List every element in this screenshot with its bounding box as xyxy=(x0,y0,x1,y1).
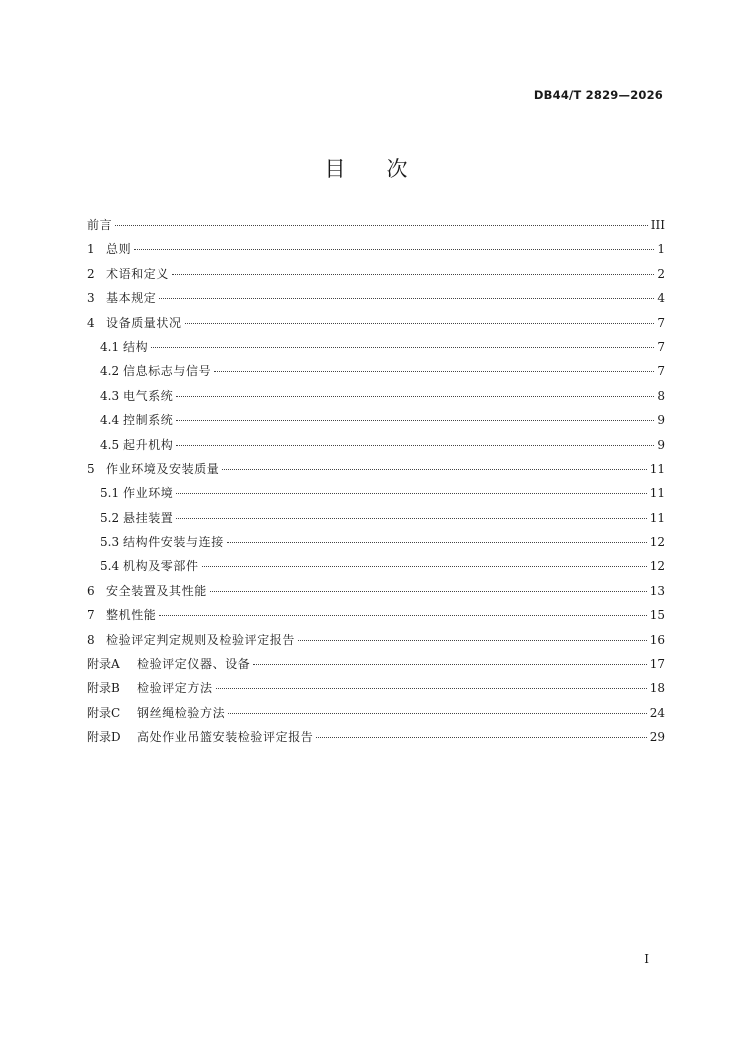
toc-entry-title: 信息标志与信号 xyxy=(123,364,212,379)
toc-entry-page: 8 xyxy=(657,388,665,403)
toc-entry-page: 11 xyxy=(649,486,665,501)
toc-entry-number: 4.1 xyxy=(100,339,120,354)
toc-entry-title: 钢丝绳检验方法 xyxy=(137,705,226,720)
toc-entry-preface[interactable] xyxy=(87,216,665,240)
toc-entry-1[interactable] xyxy=(87,240,665,264)
toc-entry-page: 24 xyxy=(649,705,665,720)
toc-leader-dots xyxy=(216,688,647,689)
toc-entry-page: 2 xyxy=(657,266,665,281)
toc-entry-number: 4.3 xyxy=(100,388,120,403)
toc-entry-title: 设备质量状况 xyxy=(106,315,182,330)
toc-entry-number: 5.4 xyxy=(100,559,120,574)
toc-entry-number: 5.2 xyxy=(100,510,120,525)
toc-leader-dots xyxy=(134,249,654,250)
toc-entry-appendix-a[interactable] xyxy=(87,655,665,679)
toc-entry-title: 检验评定仪器、设备 xyxy=(137,657,251,672)
toc-leader-dots xyxy=(222,469,646,470)
toc-leader-dots xyxy=(159,298,654,299)
toc-entry-4-3[interactable] xyxy=(87,387,665,411)
toc-entry-appendix-b[interactable] xyxy=(87,679,665,703)
toc-entry-5-4[interactable] xyxy=(87,557,665,581)
toc-entry-title: 前言 xyxy=(87,218,113,232)
toc-entry-4-2[interactable] xyxy=(87,362,665,386)
toc-leader-dots xyxy=(228,713,647,714)
toc-entry-page: 7 xyxy=(657,364,665,379)
toc-entry-title: 总则 xyxy=(106,242,132,257)
toc-entry-4[interactable] xyxy=(87,314,665,338)
toc-leader-dots xyxy=(298,640,647,641)
toc-entry-title: 电气系统 xyxy=(123,388,174,403)
toc-entry-title: 机构及零部件 xyxy=(123,559,199,574)
toc-entry-page: 29 xyxy=(649,730,665,745)
toc-entry-title: 起升机构 xyxy=(123,437,174,452)
toc-entry-title: 高处作业吊篮安装检验评定报告 xyxy=(137,730,314,745)
toc-entry-number: 附录D xyxy=(87,730,121,745)
toc-entry-page: 7 xyxy=(657,315,665,330)
toc-entry-5-3[interactable] xyxy=(87,533,665,557)
toc-entry-appendix-c[interactable] xyxy=(87,704,665,728)
toc-entry-title: 作业环境 xyxy=(123,486,174,501)
toc-entry-number: 3 xyxy=(87,291,95,306)
toc-entry-title: 检验评定方法 xyxy=(137,681,213,696)
toc-entry-number: 4.5 xyxy=(100,437,120,452)
toc-leader-dots xyxy=(227,542,647,543)
table-of-contents xyxy=(87,216,665,753)
toc-entry-page: 9 xyxy=(657,413,665,428)
toc-entry-number: 1 xyxy=(87,242,95,257)
toc-leader-dots xyxy=(210,591,647,592)
toc-entry-page: 12 xyxy=(649,535,665,550)
toc-entry-page: 11 xyxy=(649,510,665,525)
toc-entry-number: 附录C xyxy=(87,705,121,720)
toc-leader-dots xyxy=(214,371,654,372)
toc-entry-4-4[interactable] xyxy=(87,411,665,435)
toc-leader-dots xyxy=(202,566,647,567)
page-title xyxy=(0,153,733,183)
toc-entry-title: 结构 xyxy=(123,339,149,354)
toc-entry-page: 15 xyxy=(649,608,665,623)
toc-entry-3[interactable] xyxy=(87,289,665,313)
toc-entry-number: 5.3 xyxy=(100,535,120,550)
toc-entry-5-1[interactable] xyxy=(87,484,665,508)
toc-entry-title: 结构件安装与连接 xyxy=(123,535,224,550)
toc-entry-6[interactable] xyxy=(87,582,665,606)
toc-entry-number: 4.2 xyxy=(100,364,120,379)
toc-entry-title: 检验评定判定规则及检验评定报告 xyxy=(106,632,296,647)
toc-entry-title: 基本规定 xyxy=(106,291,157,306)
toc-entry-number: 2 xyxy=(87,266,95,281)
toc-entry-5[interactable] xyxy=(87,460,665,484)
toc-leader-dots xyxy=(159,615,646,616)
document-code: DB44/T 2829—2026 xyxy=(533,88,663,102)
toc-entry-page: 11 xyxy=(649,461,665,476)
toc-entry-number: 5.1 xyxy=(100,486,120,501)
toc-entry-title: 整机性能 xyxy=(106,608,157,623)
toc-entry-page: 4 xyxy=(657,291,665,306)
toc-entry-2[interactable] xyxy=(87,265,665,289)
toc-entry-number: 6 xyxy=(87,583,95,598)
toc-leader-dots xyxy=(176,518,646,519)
toc-entry-number: 4.4 xyxy=(100,413,120,428)
title-char-2: 次 xyxy=(386,157,409,181)
toc-entry-number: 8 xyxy=(87,632,95,647)
toc-leader-dots xyxy=(316,737,646,738)
toc-entry-page: 18 xyxy=(649,681,665,696)
toc-entry-page: 7 xyxy=(657,339,665,354)
page-number: I xyxy=(644,952,649,966)
toc-entry-page: III xyxy=(650,218,665,232)
toc-leader-dots xyxy=(176,445,654,446)
toc-leader-dots xyxy=(151,347,654,348)
toc-entry-page: 9 xyxy=(657,437,665,452)
toc-entry-number: 附录B xyxy=(87,681,120,696)
toc-entry-page: 13 xyxy=(649,583,665,598)
toc-entry-8[interactable] xyxy=(87,631,665,655)
toc-entry-title: 控制系统 xyxy=(123,413,174,428)
title-char-1: 目 xyxy=(324,157,347,181)
toc-leader-dots xyxy=(253,664,646,665)
toc-entry-number: 5 xyxy=(87,461,95,476)
toc-entry-appendix-d[interactable] xyxy=(87,728,665,752)
toc-entry-number: 4 xyxy=(87,315,95,330)
toc-leader-dots xyxy=(176,493,646,494)
toc-leader-dots xyxy=(115,225,648,226)
toc-entry-page: 16 xyxy=(649,632,665,647)
toc-leader-dots xyxy=(176,396,654,397)
toc-entry-number: 7 xyxy=(87,608,95,623)
toc-entry-number: 附录A xyxy=(87,657,120,672)
toc-leader-dots xyxy=(185,323,655,324)
toc-leader-dots xyxy=(176,420,654,421)
toc-entry-page: 12 xyxy=(649,559,665,574)
toc-entry-title: 安全装置及其性能 xyxy=(106,583,207,598)
toc-entry-4-1[interactable] xyxy=(87,338,665,362)
toc-leader-dots xyxy=(172,274,654,275)
toc-entry-7[interactable] xyxy=(87,606,665,630)
toc-entry-title: 作业环境及安装质量 xyxy=(106,461,220,476)
toc-entry-5-2[interactable] xyxy=(87,509,665,533)
toc-entry-page: 17 xyxy=(649,657,665,672)
toc-entry-title: 术语和定义 xyxy=(106,266,170,281)
toc-entry-4-5[interactable] xyxy=(87,436,665,460)
toc-entry-page: 1 xyxy=(657,242,665,257)
toc-entry-title: 悬挂装置 xyxy=(123,510,174,525)
